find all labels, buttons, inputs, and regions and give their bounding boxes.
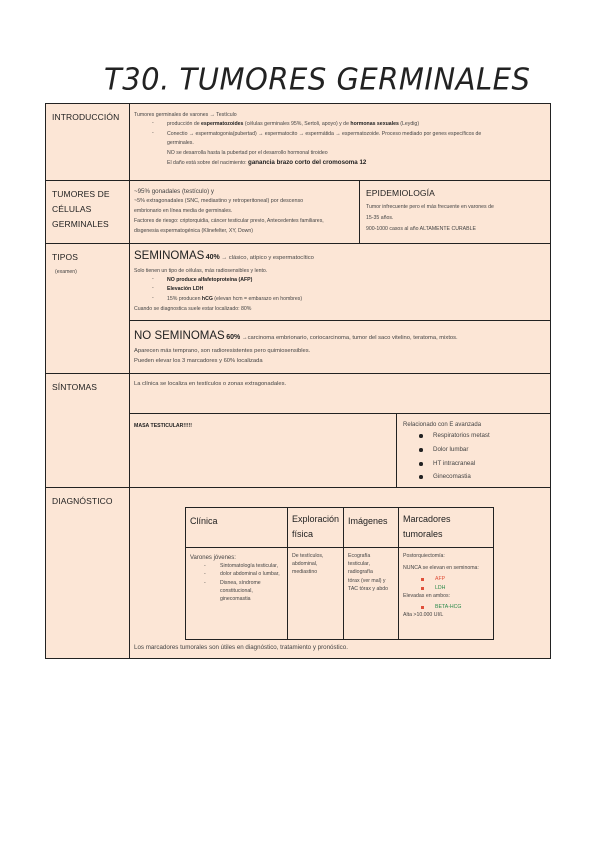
imagenes-line: testicular, <box>348 561 370 568</box>
sintomas-intro-cell <box>129 373 551 414</box>
intro-text: El daño está sobre del nacimiento: <box>167 160 249 166</box>
marcador-text: LDH <box>435 584 446 591</box>
intro-line-2 <box>167 120 419 128</box>
bullet-dot <box>419 462 423 466</box>
cell-marcadores <box>399 548 494 640</box>
seminomas-bold: hCG <box>201 296 213 302</box>
seminomas-text: (elevan hcm = embarazo en hombres) <box>212 296 303 302</box>
tipos-sub: (examen) <box>55 269 77 275</box>
bullet-dot <box>419 448 423 452</box>
dash-marker: - <box>204 563 206 570</box>
seminomas-text: 15% producen <box>167 296 202 302</box>
diagnostico-table <box>185 507 494 640</box>
intro-content-cell <box>129 103 551 181</box>
tipos-label-cell <box>45 243 130 374</box>
marcador-ldh <box>403 584 489 592</box>
dash-marker: - <box>204 571 206 578</box>
header-marcadores: Marcadores tumorales <box>399 508 494 548</box>
bullet-dot <box>419 475 423 479</box>
no-seminomas-heading <box>134 329 458 345</box>
sintomas-label-cell <box>45 373 130 488</box>
bullet-square <box>421 578 424 581</box>
table-row <box>186 548 494 640</box>
table-row <box>186 508 494 548</box>
marcador-text: AFP <box>435 576 446 583</box>
intro-text: (Leydig) <box>398 121 420 127</box>
avanzada-heading: Relacionado con E avanzada <box>403 422 482 428</box>
header-imagenes: Imágenes <box>344 508 399 548</box>
marcador-afp <box>403 575 489 583</box>
sintomas-line-1: La clínica se localiza en testículos o zonas extragonadales. <box>134 381 287 387</box>
cell-exploracion <box>288 548 344 640</box>
imagenes-line: TAC tórax y abdo <box>348 585 389 592</box>
intro-bold: espermatozoides <box>201 121 244 127</box>
bullet-dot <box>419 434 423 438</box>
header-exploracion: Exploración física <box>288 508 344 548</box>
intro-text: producción de <box>167 121 202 127</box>
epidemiologia-line-2: 15-35 años. <box>366 215 394 221</box>
tumores-line-3: embrionario en línea media de germinales. <box>134 208 233 214</box>
intro-label-cell <box>45 103 130 181</box>
diagnostico-label-cell <box>45 487 130 659</box>
epidemiologia-cell <box>359 180 551 244</box>
clinica-head: Varones jóvenes: <box>190 555 236 561</box>
imagenes-line: radiografía <box>348 569 373 576</box>
intro-bold: hormonas sexuales <box>350 121 399 127</box>
tumores-content-cell <box>129 180 360 244</box>
clinica-item-text: Sintomatología testicular, <box>220 563 278 570</box>
epidemiologia-heading: EPIDEMIOLOGÍA <box>366 188 435 198</box>
clinica-item-text: dolor abdominal o lumbar, <box>220 571 280 578</box>
tumores-line-1: ~95% gonadales (testículo) y <box>134 188 214 195</box>
seminomas-pct: 40% <box>205 254 220 261</box>
intro-line-3: Conectio → espermatogonia(pubertad) → espermatocito → espermátida → espermatozoide. Proceso mediado por genes específicos de <box>167 131 482 137</box>
dash-marker: - <box>152 130 154 136</box>
clinica-item <box>190 570 283 578</box>
seminomas-cell <box>129 243 551 321</box>
bullet-square <box>421 587 424 590</box>
masa-cell <box>129 413 397 488</box>
marcadores-line: NUNCA se elevan en seminoma: <box>403 565 479 572</box>
marcadores-line: Elevadas en ambos: <box>403 592 451 599</box>
sintomas-label: SÍNTOMAS <box>52 382 98 392</box>
seminomas-line-2: Cuando se diagnostica suele estar localizado: 80% <box>134 306 252 312</box>
tipos-label: TIPOS <box>52 252 79 262</box>
avanzada-item: Respiratorios metast <box>433 432 490 439</box>
avanzada-item: Ginecomastia <box>433 473 471 480</box>
tumores-line-4: Factores de riesgo: criptorquidia, cáncer testicular previo, Antecedentes familiares, <box>134 218 324 224</box>
header-clinica: Clínica <box>186 508 288 548</box>
intro-line-5 <box>167 158 366 168</box>
no-seminomas-cell <box>129 320 551 374</box>
seminomas-bullet-3 <box>167 295 302 303</box>
tumores-label: TUMORES DE CÉLULAS GERMINALES <box>52 189 110 229</box>
intro-label: INTRODUCCIÓN <box>52 112 120 122</box>
masa-testicular: MASA TESTICULAR!!!!! <box>134 423 193 429</box>
avanzada-item: Dolor lumbar <box>433 446 469 453</box>
intro-line-3b: germinales. <box>167 140 194 146</box>
dash-marker: - <box>204 579 206 586</box>
clinica-item <box>190 579 283 604</box>
no-seminomas-line-2: Pueden elevar los 3 marcadores y 60% localizada <box>134 358 263 364</box>
no-seminomas-desc: →carcinoma embrionario, coriocarcinoma, tumor del saco vitelino, teratoma, mixtos. <box>240 335 458 341</box>
diagnostico-footer: Los marcadores tumorales son útiles en diagnóstico, tratamiento y pronóstico. <box>134 644 348 651</box>
tumores-line-2: ~5% extragonadales (SNC, mediastino y retroperitoneal) por descenso <box>134 198 304 204</box>
dash-marker: - <box>152 295 154 301</box>
epidemiologia-line-3: 900-1000 casos al año ALTAMENTE CURABLE <box>366 226 476 232</box>
bullet-square <box>421 606 424 609</box>
seminomas-desc: → clásico, atípico y espermatocítico <box>219 255 314 261</box>
exploracion-line: De testículos, <box>292 553 324 559</box>
dash-marker: - <box>152 285 154 291</box>
seminomas-bullet-1: NO produce alfafetoproteína (AFP) <box>167 277 253 283</box>
seminomas-heading <box>134 249 314 265</box>
seminomas-bullet-2: Elevación LDH <box>167 286 204 292</box>
page-title: T30. TUMORES GERMINALES <box>104 61 531 97</box>
imagenes-line: tórax (ver mal) y <box>348 577 386 584</box>
intro-line-4: NO se desarrolla hasta la pubertad por el desarrollo hormonal tiroideo <box>167 150 328 156</box>
seminomas-title: SEMINOMAS <box>134 250 205 262</box>
dash-marker: - <box>152 276 154 282</box>
avanzada-item: HT intracraneal <box>433 460 476 467</box>
tumores-line-5: disgenesia espermatogénica (Klinefelter, XY, Down) <box>134 228 253 234</box>
exploracion-line: mediastino <box>292 569 318 576</box>
epidemiologia-line-1: Tumor infrecuente pero el más frecuente en varones de <box>366 204 494 210</box>
intro-bold: ganancia brazo corto del cromosoma 12 <box>248 159 367 166</box>
clinica-item-text: Disnea, síndrome constitucional, ginecomastia <box>220 579 261 603</box>
dash-marker: - <box>152 120 154 126</box>
marcador-beta <box>403 603 489 611</box>
exploracion-line: abdominal, <box>292 561 318 568</box>
seminomas-line-1: Solo tienen un tipo de células, más radiosensibles y lento. <box>134 268 268 274</box>
no-seminomas-title: NO SEMINOMAS <box>134 330 225 342</box>
tumores-label-cell <box>45 180 130 244</box>
intro-text: (células germinales 95%, Sertoli, apoyo) y de <box>243 121 351 127</box>
marcadores-line: Postorquiectomía: <box>403 553 445 559</box>
clinica-item <box>190 562 283 570</box>
marcador-text: BETA-HCG <box>435 604 462 611</box>
no-seminomas-pct: 60% <box>226 334 241 341</box>
avanzada-cell <box>396 413 551 488</box>
diagnostico-label: DIAGNÓSTICO <box>52 496 113 506</box>
cell-clinica <box>186 548 288 640</box>
marcadores-line: Alta >10.000 UI/L <box>403 612 444 619</box>
imagenes-line: Ecografía <box>348 553 371 559</box>
cell-imagenes <box>344 548 399 640</box>
intro-line-1: Tumores germinales de varones → Testículo <box>134 112 237 118</box>
no-seminomas-line-1: Aparecen más temprano, son radioresistentes pero quimiosensibles. <box>134 348 311 354</box>
